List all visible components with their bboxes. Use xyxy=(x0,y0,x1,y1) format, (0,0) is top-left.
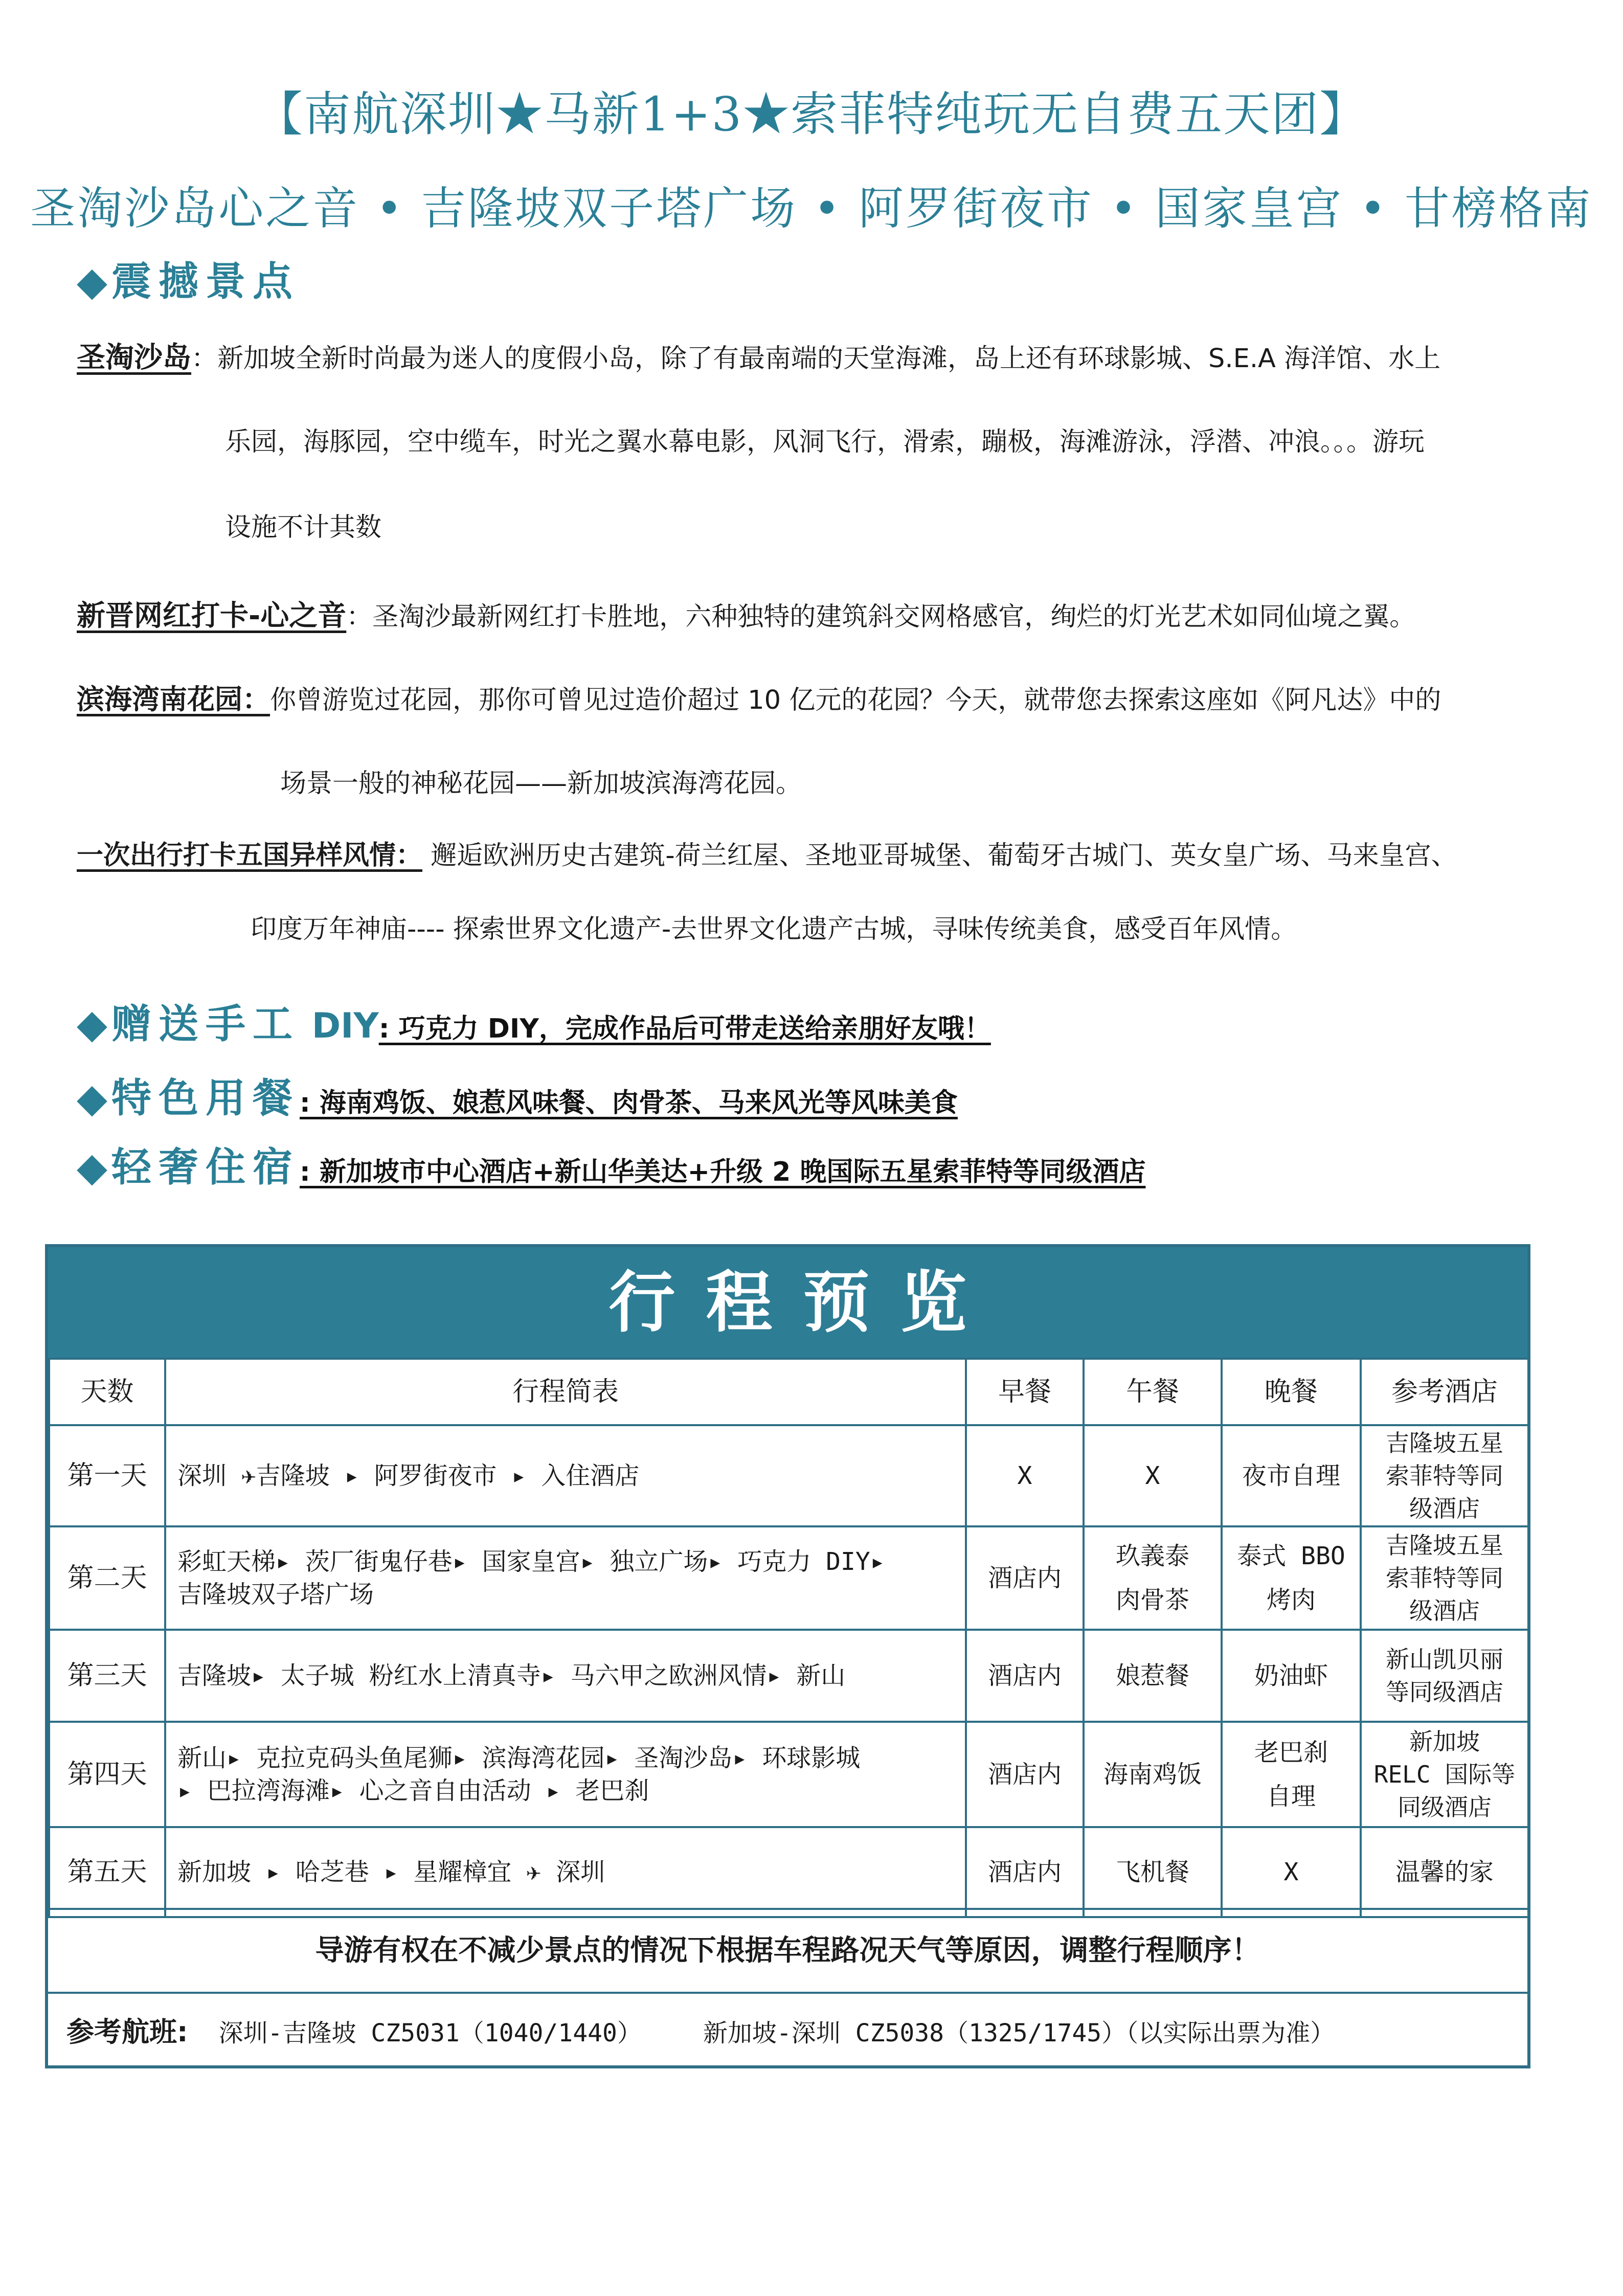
section-attractions-heading: ◆ 震撼景点 xyxy=(77,258,300,305)
diamond-icon: ◆ xyxy=(77,1001,107,1047)
day-cell: 第四天 xyxy=(49,1722,165,1827)
section-hotel-heading: ◆ 轻奢住宿: 新加坡市中心酒店+新山华美达+升级 2 晚国际五星索菲特等同级酒店 xyxy=(77,1144,1146,1190)
header-dinner: 晚餐 xyxy=(1222,1359,1361,1425)
header-route: 行程简表 xyxy=(165,1359,966,1425)
table-row xyxy=(49,1425,1528,1526)
header-day: 天数 xyxy=(49,1359,165,1425)
route-cell: 吉隆坡▸ 太子城 粉红水上清真寺▸ 马六甲之欧洲风情▸ 新山 xyxy=(165,1630,966,1722)
route-cell: 新山▸ 克拉克码头鱼尾狮▸ 滨海湾花园▸ 圣淘沙岛▸ 环球影城 ▸ 巴拉湾海滩▸ 心之音自由活动 ▸ 老巴刹 xyxy=(165,1722,966,1827)
itinerary-table xyxy=(48,1358,1529,1918)
attraction-text-cont: 场景一般的神秘花园——新加坡滨海湾花园。 xyxy=(280,769,802,799)
attraction-text-cont: 乐园，海豚园，空中缆车，时光之翼水幕电影，风洞飞行，滑索，蹦极，海滩游泳，浮潜、冲浪。。。游玩 xyxy=(225,427,1425,457)
flight-outbound: 深圳-吉隆坡 CZ5031（1040/1440） xyxy=(218,2019,642,2047)
day-cell: 第二天 xyxy=(49,1526,165,1630)
lunch-cell: 玖義泰 肉骨茶 xyxy=(1084,1526,1222,1630)
lunch-cell: X xyxy=(1084,1425,1222,1526)
hotel-cell: 温馨的家 xyxy=(1361,1827,1528,1917)
table-row xyxy=(49,1630,1528,1722)
attraction-five-countries xyxy=(77,834,1457,872)
hotel-cell: 新加坡 RELC 国际等 同级酒店 xyxy=(1361,1722,1528,1827)
hotel-cell: 新山凯贝丽 等同级酒店 xyxy=(1361,1630,1528,1722)
dinner-cell: X xyxy=(1222,1827,1361,1917)
dinner-cell: 夜市自理 xyxy=(1222,1425,1361,1526)
attraction-label: 一次出行打卡五国异样风情： xyxy=(77,840,423,871)
table-header-row xyxy=(49,1359,1528,1425)
breakfast-cell: 酒店内 xyxy=(966,1630,1084,1722)
attraction-text: ：圣淘沙最新网红打卡胜地，六种独特的建筑斜交网格感官，绚烂的灯光艺术如同仙境之翼。 xyxy=(346,602,1416,632)
section-gift-heading: ◆ 赠送手工 DIY: 巧克力 DIY，完成作品后可带走送给亲朋好友哦！ xyxy=(77,1001,991,1047)
attraction-heart-of-sound xyxy=(77,593,1415,634)
dinner-cell: 老巴刹 自理 xyxy=(1222,1722,1361,1827)
route-cell: 彩虹天梯▸ 茨厂街鬼仔巷▸ 国家皇宫▸ 独立广场▸ 巧克力 DIY▸ 吉隆坡双子塔广场 xyxy=(165,1526,966,1630)
route-cell: 深圳 ✈吉隆坡 ▸ 阿罗街夜市 ▸ 入住酒店 xyxy=(165,1425,966,1526)
lunch-cell: 娘惹餐 xyxy=(1084,1630,1222,1722)
lunch-cell: 海南鸡饭 xyxy=(1084,1722,1222,1827)
diamond-icon: ◆ xyxy=(77,1144,107,1190)
header-lunch: 午餐 xyxy=(1084,1359,1222,1425)
itinerary-note: 导游有权在不减少景点的情况下根据车程路况天气等原因，调整行程顺序！ xyxy=(48,1908,1527,1992)
table-row xyxy=(49,1827,1528,1917)
lunch-cell: 飞机餐 xyxy=(1084,1827,1222,1917)
attraction-label: 新晋网红打卡-心之音 xyxy=(77,599,347,633)
page-subtitle: 圣淘沙岛心之音 • 吉隆坡双子塔广场 • 阿罗街夜市 • 国家皇宫 • 甘榜格南 xyxy=(30,182,1593,235)
dinner-cell: 泰式 BBO 烤肉 xyxy=(1222,1526,1361,1630)
attraction-label: 滨海湾南花园： xyxy=(77,683,270,715)
header-breakfast: 早餐 xyxy=(966,1359,1084,1425)
day-cell: 第一天 xyxy=(49,1425,165,1526)
flight-label: 参考航班: xyxy=(66,2016,188,2048)
breakfast-cell: X xyxy=(966,1425,1084,1526)
flight-return: 新加坡-深圳 CZ5038（1325/1745）（以实际出票为准） xyxy=(703,2019,1335,2047)
attraction-text-cont: 设施不计其数 xyxy=(225,512,382,543)
hotel-cell: 吉隆坡五星 索菲特等同 级酒店 xyxy=(1361,1526,1528,1630)
hotel-cell: 吉隆坡五星 索菲特等同 级酒店 xyxy=(1361,1425,1528,1526)
diamond-icon: ◆ xyxy=(77,1075,107,1121)
attraction-sentosa xyxy=(77,335,1440,376)
route-cell: 新加坡 ▸ 哈芝巷 ▸ 星耀樟宜 ✈ 深圳 xyxy=(165,1827,966,1917)
meal-description: : 海南鸡饭、娘惹风味餐、肉骨茶、马来风光等风味美食 xyxy=(300,1088,958,1118)
breakfast-cell: 酒店内 xyxy=(966,1526,1084,1630)
day-cell: 第三天 xyxy=(49,1630,165,1722)
flight-info xyxy=(48,1992,1527,2068)
section-meal-heading: ◆ 特色用餐: 海南鸡饭、娘惹风味餐、肉骨茶、马来风光等风味美食 xyxy=(77,1075,958,1121)
itinerary-panel xyxy=(45,1244,1530,2068)
header-hotel: 参考酒店 xyxy=(1361,1359,1528,1425)
attraction-text: 邂逅欧洲历史古建筑-荷兰红屋、圣地亚哥城堡、葡萄牙古城门、英女皇广场、马来皇宫、 xyxy=(422,841,1457,871)
dinner-cell: 奶油虾 xyxy=(1222,1630,1361,1722)
attraction-gardens-by-the-bay xyxy=(77,678,1441,717)
diamond-icon: ◆ xyxy=(77,258,107,305)
gift-description: : 巧克力 DIY，完成作品后可带走送给亲朋好友哦！ xyxy=(378,1014,991,1044)
attraction-text: 你曾游览过花园，那你可曾见过造价超过 10 亿元的花园？今天，就带您去探索这座如《阿凡达》中的 xyxy=(270,685,1441,715)
attraction-text: ：新加坡全新时尚最为迷人的度假小岛，除了有最南端的天堂海滩，岛上还有环球影城、S.E.A 海洋馆、水上 xyxy=(191,344,1441,374)
attraction-label: 圣淘沙岛 xyxy=(77,341,191,374)
attraction-text-cont: 印度万年神庙---- 探索世界文化遗产-去世界文化遗产古城，寻味传统美食，感受百年风情。 xyxy=(251,914,1297,944)
hotel-description: : 新加坡市中心酒店+新山华美达+升级 2 晚国际五星索菲特等同级酒店 xyxy=(300,1157,1146,1187)
table-row xyxy=(49,1526,1528,1630)
day-cell: 第五天 xyxy=(49,1827,165,1917)
table-row xyxy=(49,1722,1528,1827)
breakfast-cell: 酒店内 xyxy=(966,1827,1084,1917)
itinerary-banner: 行程预览 xyxy=(48,1247,1527,1358)
page-title: 【南航深圳★马新1+3★索菲特纯玩无自费五天团】 xyxy=(255,87,1368,142)
breakfast-cell: 酒店内 xyxy=(966,1722,1084,1827)
